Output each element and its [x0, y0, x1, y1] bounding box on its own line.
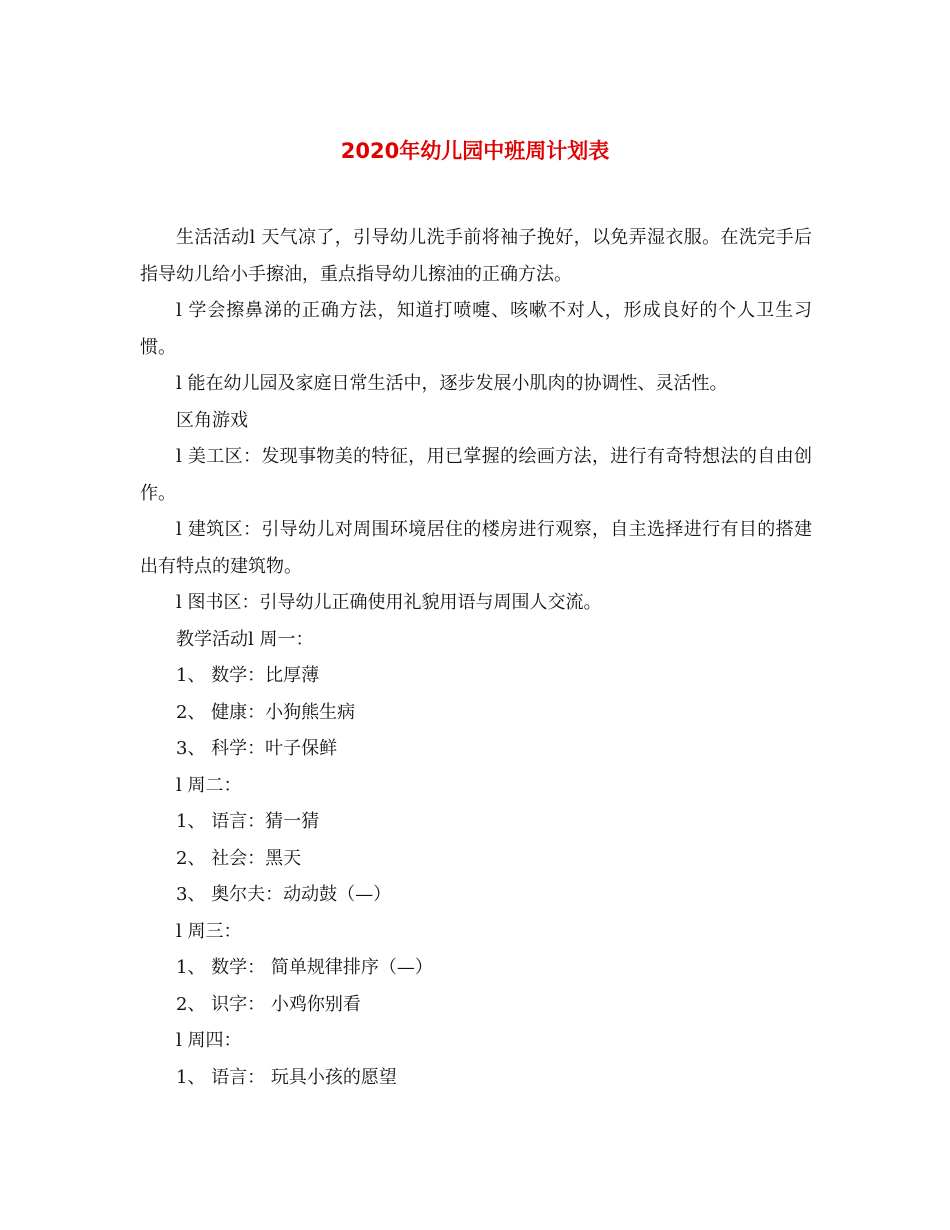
list-item: 1、 语言： 玩具小孩的愿望 [176, 1066, 397, 1088]
section-heading-corner-games: 区角游戏 [176, 409, 248, 431]
paragraph-library-area: l 图书区：引导幼儿正确使用礼貌用语与周围人交流。 [176, 592, 602, 613]
section-heading-monday: 教学活动l 周一： [176, 628, 314, 650]
list-item: 1、 语言：猜一猜 [176, 811, 320, 832]
list-item: 2、 识字： 小鸡你别看 [176, 993, 361, 1015]
paragraph-nose-wiping: l 学会擦鼻涕的正确方法，知道打喷嚏、咳嗽不对人，形成良好的个人卫生习惯。 [140, 300, 812, 358]
paragraph-art-area: l 美工区：发现事物美的特征，用已掌握的绘画方法，进行有奇特想法的自由创作。 [140, 446, 812, 504]
paragraph-building-area: l 建筑区：引导幼儿对周围环境居住的楼房进行观察，自主选择进行有目的搭建出有特点的建筑物。 [140, 519, 812, 577]
list-item: 2、 社会：黑天 [176, 847, 302, 869]
document-body [140, 220, 812, 1096]
list-item: 3、 奥尔夫：动动鼓（—） [176, 884, 392, 905]
list-item: 2、 健康：小狗熊生病 [176, 701, 356, 723]
section-heading-tuesday: l 周二： [176, 774, 242, 796]
section-heading-thursday: l 周四： [176, 1030, 242, 1051]
list-item: 3、 科学：叶子保鲜 [176, 738, 338, 759]
list-item: 1、 数学：比厚薄 [176, 665, 320, 686]
paragraph-muscle-development: l 能在幼儿园及家庭日常生活中，逐步发展小肌肉的协调性、灵活性。 [176, 373, 728, 394]
list-item: 1、 数学： 简单规律排序（—） [176, 957, 433, 978]
paragraph-life-activity: 生活活动l 天气凉了，引导幼儿洗手前将袖子挽好，以免弄湿衣服。在洗完手后指导幼儿给小手擦油，重点指导幼儿擦油的正确方法。 [140, 227, 812, 285]
document-title: 2020年幼儿园中班周计划表 [340, 139, 610, 163]
section-heading-wednesday: l 周三： [176, 920, 242, 942]
